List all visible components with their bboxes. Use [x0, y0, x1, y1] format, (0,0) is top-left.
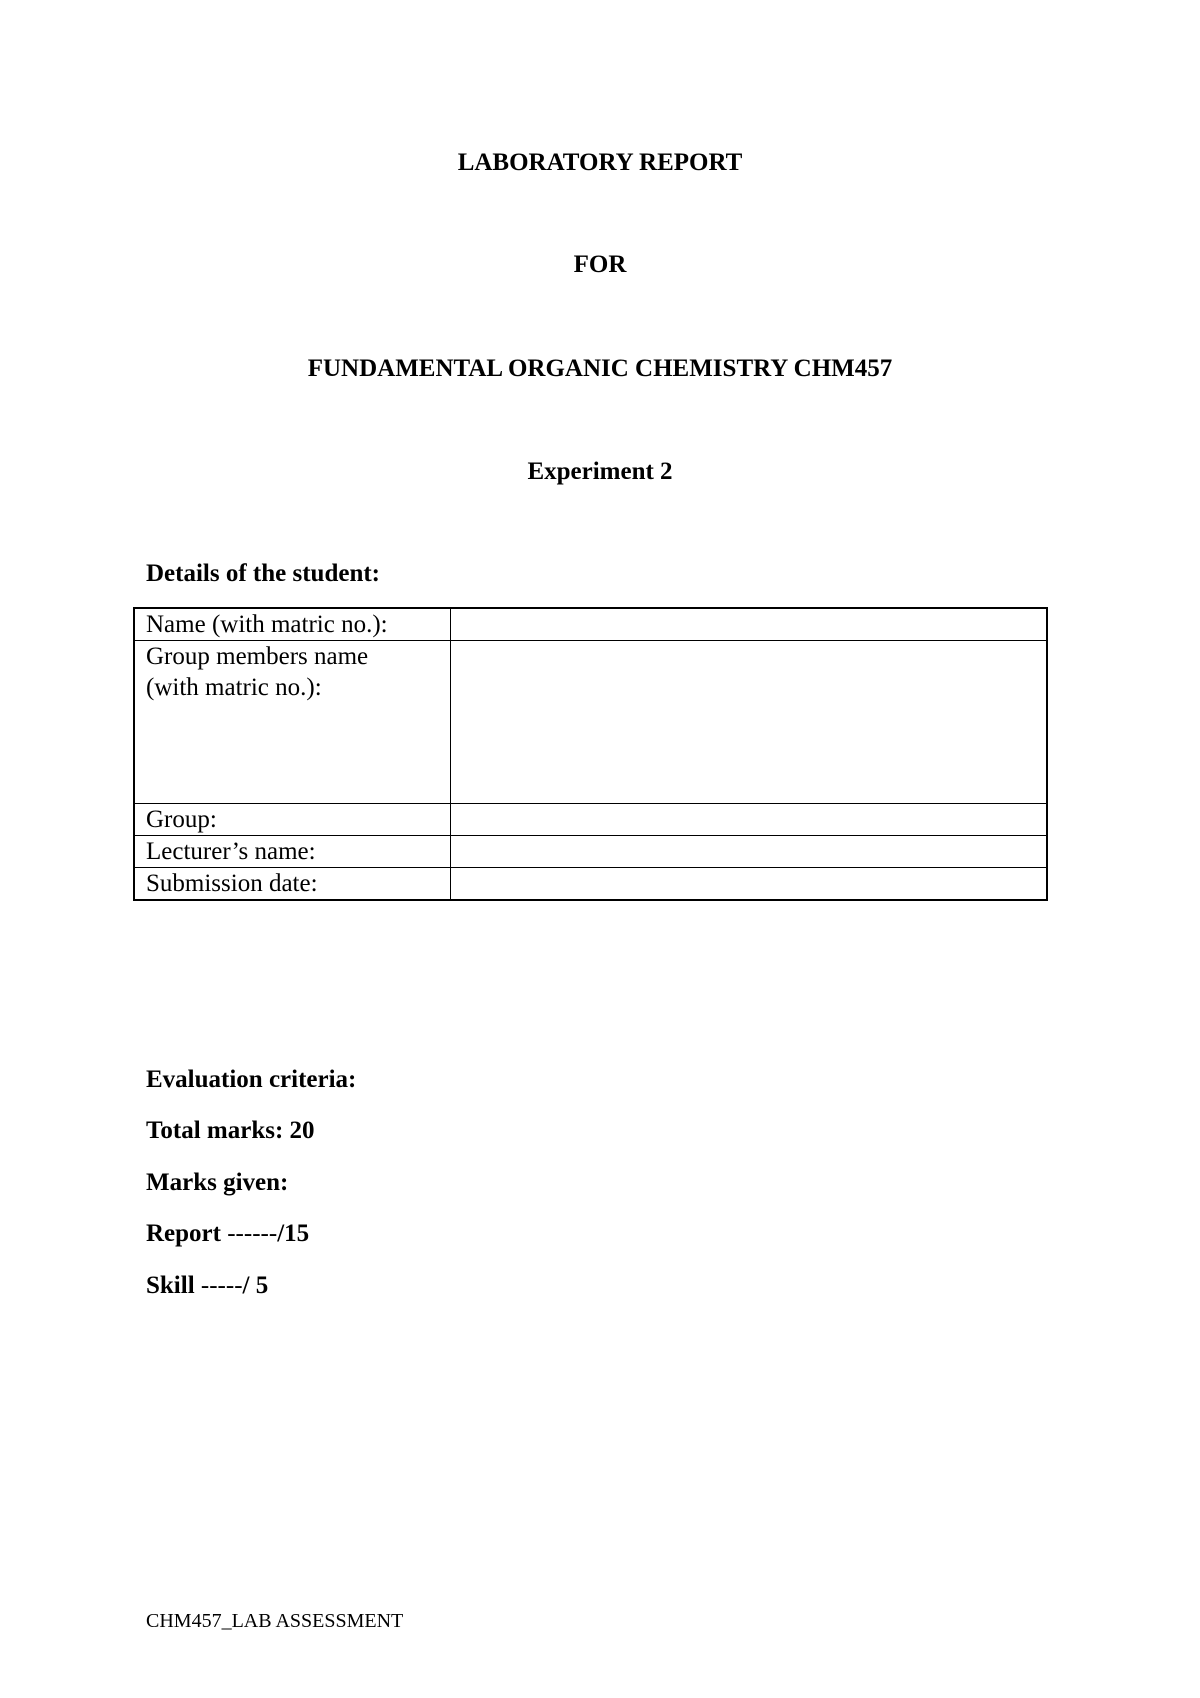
group-label: Group: — [134, 804, 451, 836]
report-marks — [146, 1219, 309, 1249]
table-row-lecturer — [134, 836, 1047, 868]
for-label: FOR — [573, 251, 627, 278]
course-title: FUNDAMENTAL ORGANIC CHEMISTRY CHM457 — [307, 355, 893, 382]
table-row-group-members — [134, 641, 1047, 804]
group-members-label-line1: Group members name — [146, 643, 369, 670]
submission-date-label: Submission date: — [134, 868, 451, 901]
report-max: /15 — [277, 1220, 310, 1247]
total-marks-value: 20 — [289, 1117, 315, 1144]
name-label: Name (with matric no.): — [134, 608, 451, 641]
submission-date-field[interactable] — [451, 868, 1048, 901]
report-label: Report — [146, 1220, 221, 1247]
student-details-heading: Details of the student: — [146, 560, 381, 587]
group-members-label-line2: (with matric no.): — [146, 674, 322, 701]
marks-given: Marks given: — [146, 1169, 289, 1196]
lecturer-label: Lecturer’s name: — [134, 836, 451, 868]
group-members-label — [134, 641, 451, 804]
skill-max: / 5 — [242, 1272, 269, 1299]
experiment-title: Experiment 2 — [527, 458, 673, 485]
report-blank: ------ — [227, 1220, 278, 1247]
skill-blank: ----- — [200, 1272, 243, 1299]
evaluation-heading: Evaluation criteria: — [146, 1066, 357, 1093]
student-details-table — [133, 607, 1048, 901]
total-marks-label: Total marks: — [146, 1117, 284, 1144]
skill-label: Skill — [146, 1272, 195, 1299]
group-members-field[interactable] — [451, 641, 1048, 804]
footer-text: CHM457_LAB ASSESSMENT — [146, 1610, 404, 1632]
group-field[interactable] — [451, 804, 1048, 836]
table-row-name — [134, 608, 1047, 641]
report-title: LABORATORY REPORT — [457, 149, 743, 176]
skill-marks — [146, 1271, 268, 1301]
total-marks — [146, 1116, 315, 1146]
table-row-group — [134, 804, 1047, 836]
lecturer-field[interactable] — [451, 836, 1048, 868]
table-row-submission-date — [134, 868, 1047, 901]
name-field[interactable] — [451, 608, 1048, 641]
